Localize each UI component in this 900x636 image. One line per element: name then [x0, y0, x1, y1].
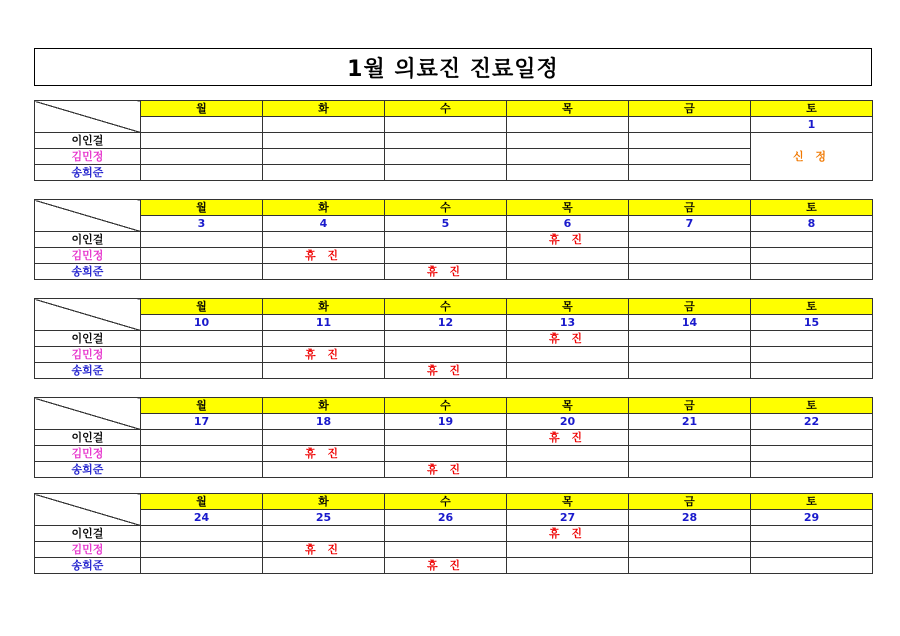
table-row	[35, 430, 873, 446]
date-cell: 10	[141, 315, 263, 331]
schedule-cell	[385, 149, 507, 165]
doctor-name: 송희준	[35, 363, 141, 379]
schedule-cell	[385, 331, 507, 347]
schedule-cell	[629, 133, 751, 149]
schedule-cell	[141, 232, 263, 248]
schedule-cell	[507, 248, 629, 264]
schedule-cell	[141, 558, 263, 574]
doctor-name: 김민정	[35, 149, 141, 165]
schedule-cell	[263, 133, 385, 149]
schedule-cell	[507, 558, 629, 574]
schedule-cell	[507, 264, 629, 280]
date-cell: 5	[385, 216, 507, 232]
day-off-label: 휴 진	[385, 363, 507, 379]
schedule-cell	[629, 331, 751, 347]
schedule-cell	[141, 331, 263, 347]
schedule-cell	[263, 526, 385, 542]
table-row	[35, 149, 873, 165]
day-off-label: 휴 진	[385, 264, 507, 280]
date-cell: 12	[385, 315, 507, 331]
weekday-header: 월	[141, 494, 263, 510]
schedule-cell	[629, 542, 751, 558]
date-cell: 15	[751, 315, 873, 331]
schedule-cell	[141, 133, 263, 149]
date-cell	[507, 117, 629, 133]
week-table	[34, 493, 873, 574]
day-off-label: 휴 진	[507, 430, 629, 446]
date-cell	[629, 117, 751, 133]
weekday-header: 수	[385, 494, 507, 510]
doctor-name: 김민정	[35, 347, 141, 363]
week-table	[34, 100, 873, 181]
weekday-header: 목	[507, 299, 629, 315]
schedule-cell	[751, 526, 873, 542]
date-cell: 28	[629, 510, 751, 526]
schedule-cell	[507, 462, 629, 478]
weekday-header: 화	[263, 494, 385, 510]
schedule-cell	[141, 363, 263, 379]
date-cell: 27	[507, 510, 629, 526]
schedule-cell	[507, 149, 629, 165]
day-off-label: 휴 진	[263, 542, 385, 558]
weekday-header-row	[35, 398, 873, 414]
corner-cell	[35, 299, 141, 331]
date-cell	[263, 117, 385, 133]
schedule-cell	[629, 462, 751, 478]
schedule-cell	[629, 165, 751, 181]
table-row	[35, 347, 873, 363]
schedule-cell	[751, 363, 873, 379]
schedule-cell	[751, 462, 873, 478]
schedule-cell	[507, 542, 629, 558]
schedule-cell	[263, 363, 385, 379]
weekday-header: 수	[385, 299, 507, 315]
weekday-header: 목	[507, 200, 629, 216]
schedule-cell	[507, 133, 629, 149]
schedule-cell	[263, 232, 385, 248]
corner-cell	[35, 398, 141, 430]
schedule-cell	[141, 430, 263, 446]
doctor-name: 이인걸	[35, 232, 141, 248]
date-cell: 17	[141, 414, 263, 430]
schedule-cell	[141, 165, 263, 181]
schedule-cell	[385, 232, 507, 248]
date-row	[35, 216, 873, 232]
corner-cell	[35, 494, 141, 526]
schedule-cell	[385, 542, 507, 558]
date-cell: 13	[507, 315, 629, 331]
schedule-cell	[385, 347, 507, 363]
table-row	[35, 264, 873, 280]
table-row	[35, 133, 873, 149]
date-cell: 4	[263, 216, 385, 232]
date-cell	[141, 117, 263, 133]
schedule-cell	[385, 248, 507, 264]
schedule-cell	[751, 446, 873, 462]
date-cell: 19	[385, 414, 507, 430]
schedule-cell	[629, 264, 751, 280]
schedule-cell	[263, 264, 385, 280]
schedule-cell	[141, 446, 263, 462]
weekday-header: 화	[263, 200, 385, 216]
weekday-header: 화	[263, 299, 385, 315]
date-cell: 7	[629, 216, 751, 232]
corner-cell	[35, 101, 141, 133]
schedule-cell	[141, 347, 263, 363]
doctor-name: 송희준	[35, 264, 141, 280]
doctor-name: 송희준	[35, 165, 141, 181]
day-off-label: 휴 진	[507, 232, 629, 248]
day-off-label: 휴 진	[263, 347, 385, 363]
date-cell: 26	[385, 510, 507, 526]
schedule-cell	[751, 264, 873, 280]
schedule-cell	[507, 446, 629, 462]
doctor-name: 김민정	[35, 542, 141, 558]
table-row	[35, 558, 873, 574]
date-cell: 25	[263, 510, 385, 526]
date-cell: 3	[141, 216, 263, 232]
schedule-cell	[629, 526, 751, 542]
schedule-cell	[385, 133, 507, 149]
schedule-cell	[751, 430, 873, 446]
date-cell: 8	[751, 216, 873, 232]
schedule-cell	[751, 232, 873, 248]
schedule-cell	[385, 430, 507, 446]
date-row	[35, 117, 873, 133]
schedule-cell	[141, 149, 263, 165]
doctor-name: 이인걸	[35, 430, 141, 446]
schedule-cell	[141, 542, 263, 558]
date-cell: 24	[141, 510, 263, 526]
weekday-header: 토	[751, 398, 873, 414]
week-table	[34, 298, 873, 379]
doctor-name: 김민정	[35, 446, 141, 462]
day-off-label: 휴 진	[385, 462, 507, 478]
weekday-header: 수	[385, 200, 507, 216]
day-off-label: 휴 진	[263, 248, 385, 264]
date-cell: 22	[751, 414, 873, 430]
schedule-cell	[751, 542, 873, 558]
schedule-cell	[507, 347, 629, 363]
weekday-header: 수	[385, 398, 507, 414]
holiday-label: 신 정	[751, 133, 873, 181]
table-row	[35, 526, 873, 542]
weekday-header: 월	[141, 299, 263, 315]
schedule-cell	[751, 331, 873, 347]
table-row	[35, 363, 873, 379]
corner-cell	[35, 200, 141, 232]
schedule-cell	[629, 363, 751, 379]
schedule-cell	[629, 446, 751, 462]
date-row	[35, 414, 873, 430]
schedule-cell	[507, 363, 629, 379]
date-cell: 21	[629, 414, 751, 430]
date-row	[35, 315, 873, 331]
weekday-header-row	[35, 299, 873, 315]
schedule-cell	[629, 558, 751, 574]
schedule-cell	[263, 558, 385, 574]
doctor-name: 이인걸	[35, 331, 141, 347]
week-table	[34, 397, 873, 478]
schedule-cell	[385, 446, 507, 462]
weekday-header-row	[35, 200, 873, 216]
schedule-cell	[629, 347, 751, 363]
doctor-name: 김민정	[35, 248, 141, 264]
doctor-name: 송희준	[35, 462, 141, 478]
weekday-header: 토	[751, 200, 873, 216]
date-cell: 29	[751, 510, 873, 526]
weekday-header: 화	[263, 101, 385, 117]
table-row	[35, 542, 873, 558]
date-cell: 14	[629, 315, 751, 331]
weekday-header: 월	[141, 398, 263, 414]
date-cell: 11	[263, 315, 385, 331]
weekday-header: 금	[629, 494, 751, 510]
schedule-cell	[629, 248, 751, 264]
weekday-header: 월	[141, 200, 263, 216]
schedule-cell	[629, 232, 751, 248]
doctor-name: 이인걸	[35, 526, 141, 542]
table-row	[35, 331, 873, 347]
schedule-cell	[629, 149, 751, 165]
schedule-cell	[263, 165, 385, 181]
weekday-header: 화	[263, 398, 385, 414]
weekday-header: 토	[751, 101, 873, 117]
schedule-cell	[751, 558, 873, 574]
table-row	[35, 462, 873, 478]
schedule-cell	[385, 526, 507, 542]
date-cell: 6	[507, 216, 629, 232]
weekday-header: 목	[507, 398, 629, 414]
weekday-header-row	[35, 494, 873, 510]
date-cell: 18	[263, 414, 385, 430]
table-row	[35, 446, 873, 462]
schedule-cell	[629, 430, 751, 446]
day-off-label: 휴 진	[385, 558, 507, 574]
schedule-cell	[751, 248, 873, 264]
schedule-cell	[141, 248, 263, 264]
schedule-cell	[751, 347, 873, 363]
weekday-header: 월	[141, 101, 263, 117]
date-cell: 1	[751, 117, 873, 133]
week-table	[34, 199, 873, 280]
schedule-cell	[263, 430, 385, 446]
weekday-header: 금	[629, 200, 751, 216]
table-row	[35, 248, 873, 264]
weekday-header-row	[35, 101, 873, 117]
schedule-cell	[141, 526, 263, 542]
date-cell	[385, 117, 507, 133]
schedule-cell	[263, 149, 385, 165]
day-off-label: 휴 진	[507, 526, 629, 542]
weekday-header: 목	[507, 101, 629, 117]
date-row	[35, 510, 873, 526]
weekday-header: 토	[751, 494, 873, 510]
weekday-header: 금	[629, 398, 751, 414]
doctor-name: 송희준	[35, 558, 141, 574]
schedule-cell	[507, 165, 629, 181]
date-cell: 20	[507, 414, 629, 430]
table-row	[35, 232, 873, 248]
weekday-header: 토	[751, 299, 873, 315]
doctor-name: 이인걸	[35, 133, 141, 149]
day-off-label: 휴 진	[507, 331, 629, 347]
schedule-cell	[141, 462, 263, 478]
table-row	[35, 165, 873, 181]
weekday-header: 금	[629, 299, 751, 315]
schedule-cell	[141, 264, 263, 280]
weekday-header: 목	[507, 494, 629, 510]
schedule-cell	[385, 165, 507, 181]
weekday-header: 금	[629, 101, 751, 117]
schedule-title: 1월 의료진 진료일정	[34, 48, 872, 86]
schedule-cell	[263, 331, 385, 347]
day-off-label: 휴 진	[263, 446, 385, 462]
schedule-cell	[263, 462, 385, 478]
weekday-header: 수	[385, 101, 507, 117]
